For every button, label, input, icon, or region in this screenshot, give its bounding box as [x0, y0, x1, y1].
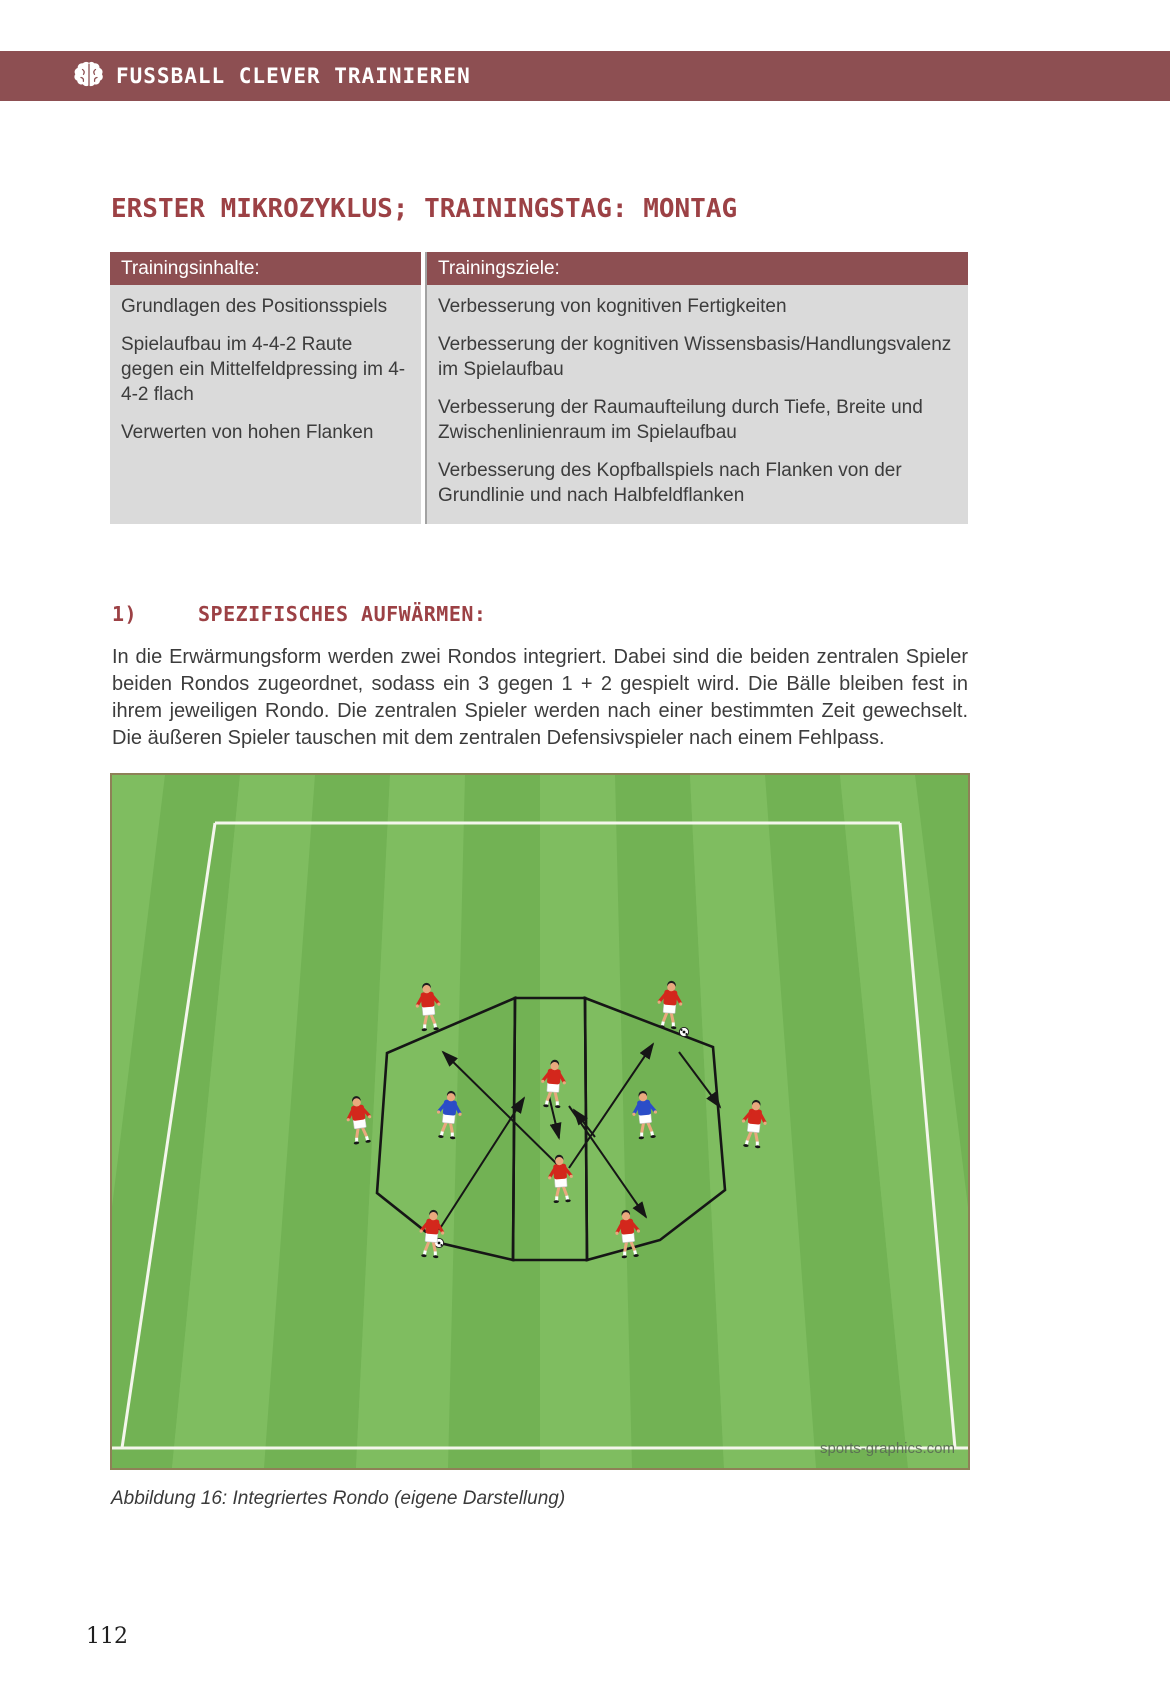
table-cell-inhalte — [110, 285, 421, 524]
table-item: Grundlagen des Positionsspiels — [121, 296, 388, 317]
table-cell-ziele — [425, 285, 968, 524]
header-bar — [0, 51, 1170, 101]
page-title: ERSTER MIKROZYKLUS; TRAININGSTAG: MONTAG — [111, 194, 738, 224]
watermark: sports-graphics.com — [819, 1440, 955, 1457]
grass-stripes — [112, 775, 968, 1468]
table-item: Verbesserung der Raumaufteilung durch Tiefe, Breite und Zwischenlinienraum im Spielaufbau — [438, 397, 923, 443]
figure-caption: Abbildung 16: Integriertes Rondo (eigene Darstellung) — [111, 1488, 566, 1509]
table-item: Verbesserung der kognitiven Wissensbasis/Handlungsvalenz im Spielaufbau — [438, 334, 952, 380]
table-header-ziele: Trainingsziele: — [425, 252, 968, 285]
table-item: Spielaufbau im 4-4-2 Raute gegen ein Mittelfeldpressing im 4-4-2 flach — [121, 334, 406, 405]
table-item: Verbesserung des Kopfballspiels nach Flanken von der Grundlinie und nach Halbfeldflanken — [438, 460, 902, 506]
section-number: 1) — [112, 602, 138, 626]
section-heading-text: SPEZIFISCHES AUFWÄRMEN: — [198, 602, 487, 626]
brain-icon — [72, 61, 106, 91]
page-number: 112 — [86, 1624, 128, 1649]
training-table — [110, 252, 968, 524]
field-diagram — [112, 775, 968, 1468]
header-title: FUSSBALL CLEVER TRAINIEREN — [116, 64, 471, 88]
figure-rondo — [110, 773, 970, 1470]
intro-paragraph: In die Erwärmungsform werden zwei Rondos integriert. Dabei sind die beiden zentralen Spieler beiden Rondos zugeordnet, sodass ein 3 gegen 1 + 2 gespielt wird. Die Bälle bleiben fest in ihrem jeweiligen Rondo. Die zentralen Spieler werden nach einer bestimmten Zeit gewechselt. Die äußeren Spieler tauschen mit dem zentralen Defensivspieler nach einem Fehlpass. — [112, 646, 968, 749]
ball-icon — [679, 1027, 688, 1036]
table-header-inhalte: Trainingsinhalte: — [110, 252, 421, 285]
section-heading — [112, 602, 486, 626]
table-item: Verwerten von hohen Flanken — [121, 422, 374, 443]
table-item: Verbesserung von kognitiven Fertigkeiten — [438, 296, 787, 317]
